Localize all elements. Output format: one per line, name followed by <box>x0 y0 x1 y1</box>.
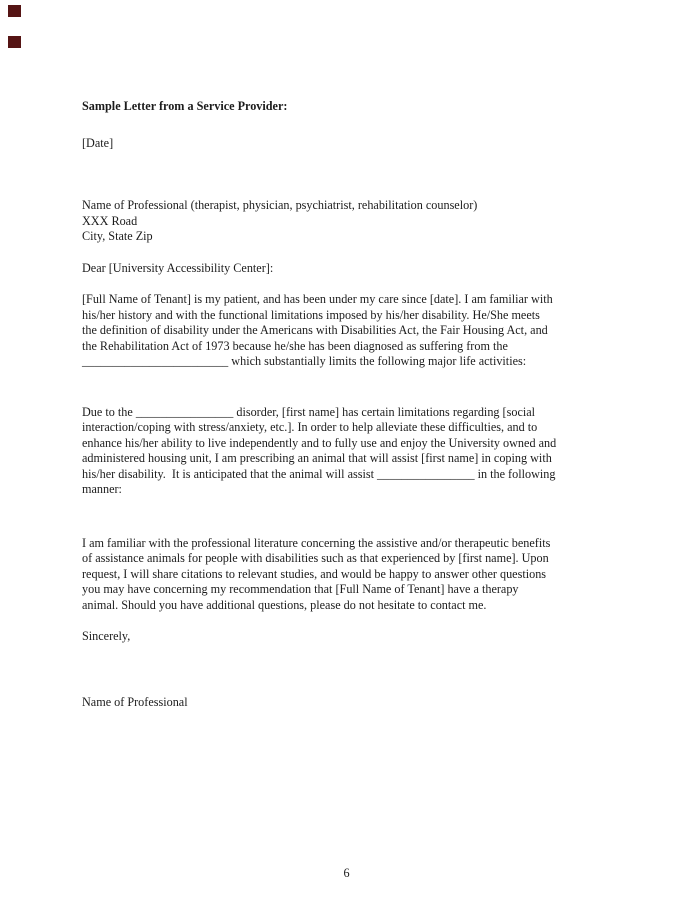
text-line: Name of Professional (therapist, physician, psychiatrist, rehabilitation counselor) <box>82 198 478 212</box>
text-line: City, State Zip <box>82 229 153 243</box>
text-line: ________________________ which substantially limits the following major life activities: <box>82 354 527 368</box>
corner-mark-top <box>8 5 21 17</box>
closing: Sincerely, <box>82 629 131 643</box>
text-line: you may have concerning my recommendation that [Full Name of Tenant] have a therapy <box>82 582 519 596</box>
date-placeholder: [Date] <box>82 135 114 150</box>
letter-body <box>82 99 617 710</box>
text-line: manner: <box>82 482 122 496</box>
signature-name: Name of Professional <box>82 694 188 709</box>
paragraph-diagnosis <box>82 292 617 370</box>
text-line: enhance his/her ability to live independently and to fully use and enjoy the University owned and <box>82 435 557 450</box>
text-line: his/her history and with the functional limitations imposed by his/her disability. He/She meets <box>82 307 540 322</box>
text-line: XXX Road <box>82 213 138 228</box>
paragraph-literature <box>82 536 617 614</box>
page-number: 6 <box>343 866 350 880</box>
text-line: the Rehabilitation Act of 1973 because he/she has been diagnosed as suffering from the <box>82 338 508 353</box>
text-line: interaction/coping with stress/anxiety, etc.]. In order to help alleviate these difficulties, and to <box>82 420 538 434</box>
text-line: [Full Name of Tenant] is my patient, and has been under my care since [date]. I am familiar with <box>82 292 553 306</box>
text-line: request, I will share citations to relevant studies, and would be happy to answer other questions <box>82 566 547 581</box>
letter-heading: Sample Letter from a Service Provider: <box>82 99 288 113</box>
text-line: his/her disability. It is anticipated that the animal will assist ________________ in the following <box>82 466 556 481</box>
salutation: Dear [University Accessibility Center]: <box>82 260 274 275</box>
corner-mark-bottom <box>8 36 21 48</box>
text-line: Due to the ________________ disorder, [first name] has certain limitations regarding [social <box>82 404 536 419</box>
text-line: I am familiar with the professional literature concerning the assistive and/or therapeutic benefits <box>82 535 551 550</box>
paragraph-prescription <box>82 405 617 498</box>
text-line: of assistance animals for people with disabilities such as that experienced by [first name]. Upon <box>82 551 549 565</box>
text-line: administered housing unit, I am prescribing an animal that will assist [first name] in coping with <box>82 451 552 465</box>
text-line: animal. Should you have additional questions, please do not hesitate to contact me. <box>82 597 487 612</box>
text-line: the definition of disability under the Americans with Disabilities Act, the Fair Housing Act, and <box>82 323 548 337</box>
recipient-block <box>82 198 617 245</box>
